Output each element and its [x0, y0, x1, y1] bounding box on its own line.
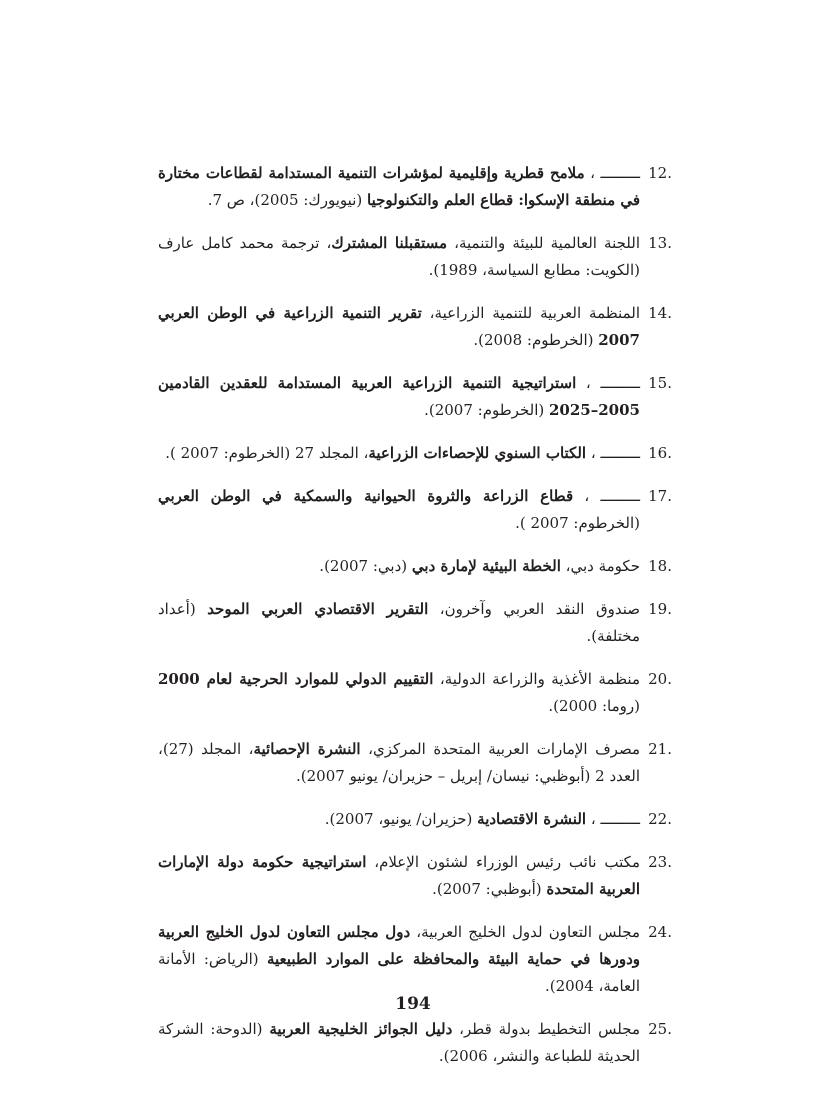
reference-detail: (نيويورك: 2005)، ص 7.	[207, 191, 368, 209]
reference-text	[158, 849, 642, 903]
reference-detail: (الخرطوم: 2007 ).	[515, 514, 640, 532]
reference-item	[158, 553, 672, 580]
reference-title: الكتاب السنوي للإحصاءات الزراعية	[368, 444, 587, 462]
reference-item	[158, 849, 672, 903]
reference-text	[158, 1016, 642, 1070]
reference-item	[158, 1016, 672, 1070]
reference-detail: ـــــــــ ،	[573, 487, 641, 505]
reference-detail: اللجنة العالمية للبيئة والتنمية،	[447, 234, 640, 252]
reference-title: تقرير التنمية الزراعية في الوطن العربي 2007	[158, 304, 640, 349]
reference-text	[158, 666, 642, 720]
reference-detail: (حزيران/ يونيو، 2007).	[324, 810, 478, 828]
reference-detail: (الدوحة: الشركة الحديثة للطباعة والنشر، 2006).	[158, 1020, 640, 1065]
reference-detail: ، المجلد 27 (الخرطوم: 2007 ).	[165, 444, 369, 462]
reference-detail: ، ترجمة محمد كامل عارف (الكويت: مطابع السياسة، 1989).	[158, 234, 640, 279]
reference-title: قطاع الزراعة والثروة الحيوانية والسمكية في الوطن العربي	[158, 487, 574, 505]
reference-detail: مصرف الإمارات العربية المتحدة المركزي،	[360, 740, 640, 758]
reference-detail: ـــــــــ ،	[576, 374, 640, 392]
reference-detail: مجلس التخطيط بدولة قطر،	[452, 1020, 640, 1038]
reference-item	[158, 483, 672, 537]
reference-detail: منظمة الأغذية والزراعة الدولية،	[433, 670, 640, 688]
reference-detail: ، المجلد (27)، العدد 2 (أبوظبي: نيسان/ إبريل – حزيران/ يونيو 2007).	[158, 740, 640, 785]
reference-number: 21.	[648, 740, 672, 758]
reference-detail: حكومة دبي،	[560, 557, 640, 575]
reference-number: 15.	[648, 374, 672, 392]
reference-number: 24.	[648, 923, 672, 941]
reference-title: النشرة الإحصائية	[253, 740, 361, 758]
reference-item	[158, 806, 672, 833]
page-number: 194	[395, 994, 431, 1014]
reference-title: استراتيجية حكومة دولة الإمارات العربية المتحدة	[158, 853, 640, 898]
reference-detail: (الرياض: الأمانة العامة، 2004).	[158, 950, 640, 995]
reference-text	[158, 440, 642, 467]
reference-detail: (روما: 2000).	[548, 697, 640, 715]
reference-title: استراتيجية التنمية الزراعية العربية المستدامة للعقدين القادمين 2005–2025	[158, 374, 640, 419]
reference-detail: (الخرطوم: 2007).	[424, 401, 549, 419]
reference-title: مستقبلنا المشترك	[331, 234, 448, 252]
reference-number: 18.	[648, 557, 672, 575]
reference-text	[158, 300, 642, 354]
reference-text	[158, 230, 642, 284]
reference-item	[158, 160, 672, 214]
reference-item	[158, 596, 672, 650]
reference-number: 22.	[648, 810, 672, 828]
reference-number: 16.	[648, 444, 672, 462]
reference-text	[158, 806, 642, 833]
reference-title: النشرة الاقتصادية	[477, 810, 587, 828]
reference-item	[158, 440, 672, 467]
reference-text	[158, 736, 642, 790]
reference-title: التقرير الاقتصادي العربي الموحد	[207, 600, 429, 618]
reference-detail: مجلس التعاون لدول الخليج العربية،	[410, 923, 640, 941]
reference-number: 20.	[648, 670, 672, 688]
reference-number: 13.	[648, 234, 672, 252]
reference-number: 19.	[648, 600, 672, 618]
reference-number: 17.	[648, 487, 672, 505]
reference-text	[158, 596, 642, 650]
references-list	[158, 160, 672, 1086]
reference-detail: (دبي: 2007).	[319, 557, 412, 575]
reference-detail: ـــــــــ ،	[586, 810, 640, 828]
reference-detail: (أبوظبي: 2007).	[432, 880, 547, 898]
reference-detail: (الخرطوم: 2008).	[473, 331, 599, 349]
reference-detail: مكتب نائب رئيس الوزراء لشئون الإعلام،	[366, 853, 640, 871]
reference-detail: ـــــــــ ،	[586, 444, 640, 462]
reference-detail: المنظمة العربية للتنمية الزراعية،	[421, 304, 640, 322]
reference-text	[158, 370, 642, 424]
reference-title: الخطة البيئية لإمارة دبي	[411, 557, 561, 575]
reference-title: دليل الجوائز الخليجية العربية	[269, 1020, 453, 1038]
reference-item	[158, 230, 672, 284]
reference-title: ملامح قطرية وإقليمية لمؤشرات التنمية المستدامة لقطاعات مختارة في منطقة الإسكوا: قطاع العلم والتكنولوجيا	[158, 164, 640, 209]
reference-item	[158, 300, 672, 354]
reference-number: 23.	[648, 853, 672, 871]
reference-title: دول مجلس التعاون لدول الخليج العربية ودورها في حماية البيئة والمحافظة على الموارد الطبيعية	[158, 923, 641, 968]
reference-detail: صندوق النقد العربي وآخرون،	[428, 600, 640, 618]
reference-item	[158, 736, 672, 790]
reference-item	[158, 666, 672, 720]
reference-item	[158, 370, 672, 424]
reference-number: 25.	[648, 1020, 672, 1038]
reference-number: 12.	[648, 164, 672, 182]
reference-item	[158, 919, 672, 1000]
reference-text	[158, 160, 642, 214]
reference-text	[158, 483, 642, 537]
reference-detail: ـــــــــ ،	[584, 164, 640, 182]
reference-detail: (أعداد مختلفة).	[158, 600, 640, 645]
reference-text	[158, 553, 642, 580]
reference-title: التقييم الدولي للموارد الحرجية لعام 2000	[158, 670, 434, 688]
reference-number: 14.	[648, 304, 672, 322]
reference-text	[158, 919, 642, 1000]
